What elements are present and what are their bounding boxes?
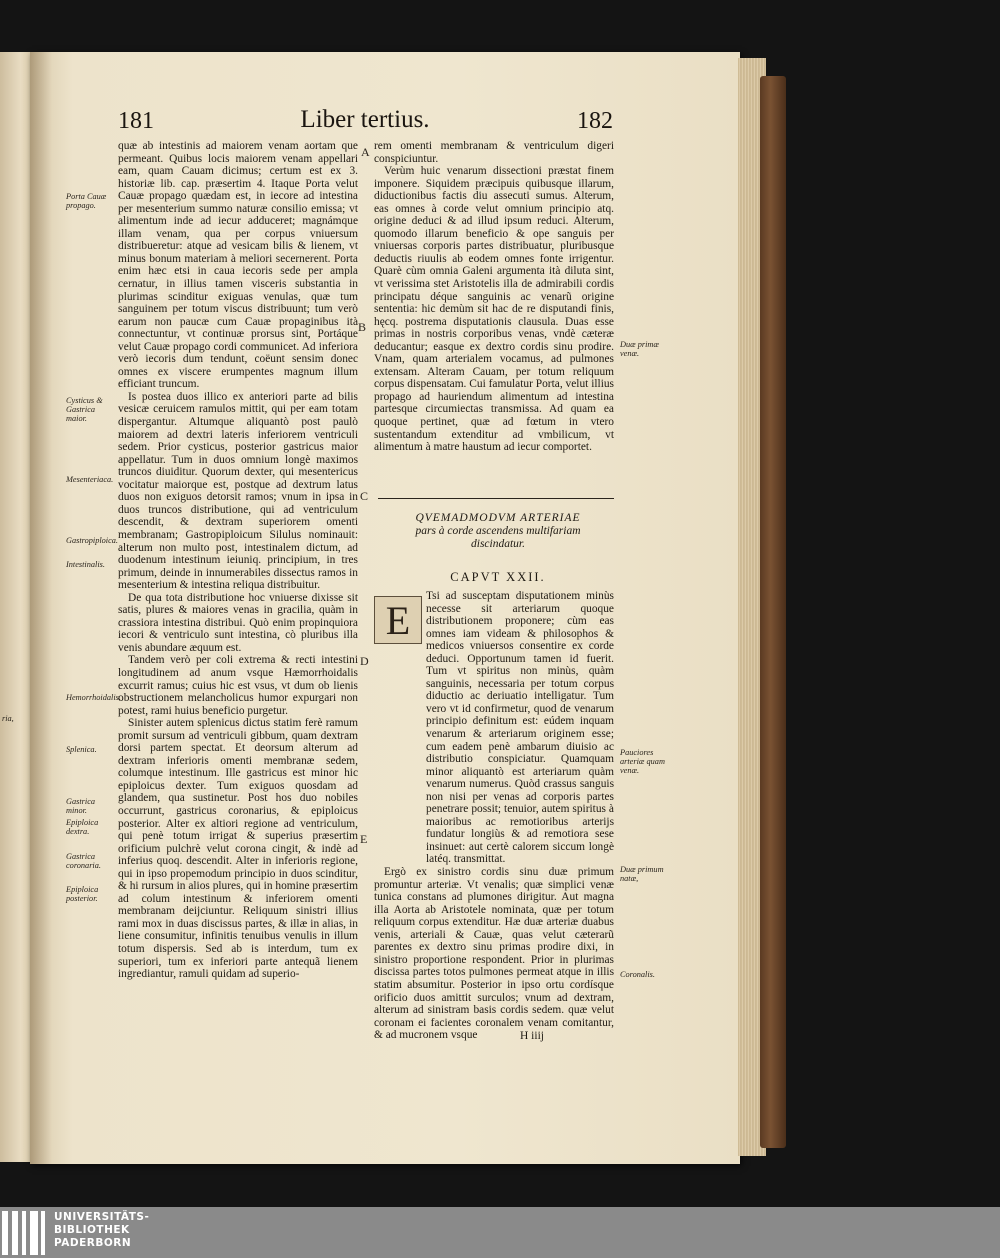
library-name-line: UNIVERSITÄTS- bbox=[54, 1211, 150, 1223]
page-number-left: 181 bbox=[118, 108, 154, 134]
margin-note: Hemorrhoidalis. bbox=[66, 693, 121, 702]
running-title: Liber tertius. bbox=[300, 106, 430, 133]
library-name-line: PADERBORN bbox=[54, 1237, 132, 1249]
margin-note: Duæ primæ venæ. bbox=[620, 340, 659, 358]
chapter-divider-rule bbox=[378, 498, 614, 499]
book-spine bbox=[760, 76, 786, 1148]
paragraph: Ergò ex sinistro cordis sinu duæ primum promuntur arteriæ. Vt venalis; quæ simplici venæ tunica constans ad plumones dirigitur. Aut magna illa Aorta ab Aristotele nominata, quæ per totum reliquum corpus extenditur. Hæ duæ arteriæ duabus venis, arteriali & Cauæ, quas velut cæterarũ parentes ex dextro sinu primas prodire dixi, in sinistro proportione respondent. Prior in plurimas discissa partes totos pulmones permeat atque in illis statim absumitur. Posterior in ipso ortu cordísque orificio duos amittit surculos; vnum ad dextram, alterum ad sinistram basis cordis sedem. quæ velut coronam ei facientes coronalem venam comitantur, & ad mucronem vsque bbox=[374, 866, 614, 1042]
decorated-initial: E bbox=[374, 596, 422, 644]
signature-mark: H iiij bbox=[520, 1030, 544, 1042]
right-text-column-top bbox=[374, 140, 614, 454]
page-gutter-shadow bbox=[30, 52, 52, 1164]
section-letter-a: A bbox=[361, 145, 370, 159]
right-text-column-bottom bbox=[374, 590, 614, 1042]
left-page-edge bbox=[0, 52, 34, 1162]
library-name bbox=[54, 1211, 149, 1250]
margin-note: Splenica. bbox=[66, 745, 97, 754]
paragraph: Sinister autem splenicus dictus statim ferè ramum promit sursum ad ventriculi gibbum, quam dextram dorsi partem spectat. Et deorsum alterum ad dextram inferioris omenti membranæ sedem, columque intestinum. Ille gastricus est minor hic epiploicus dexter. Tum exiguos quosdam ad glandem, qua sustinetur. Post hos duo nobiles occurrunt, gastricus coronarius, & epiploicus posterior. Alter ex altiori regione ad ventriculum, qui penè totum irrigat & superius præsertim orificium pulchrè velut corona cingit, & indè ad inferius quoq. descendit. Alter in inferioris regione, qui in ipso propemodum principio in duos scinditur, & hi rursum in alios plures, qui in homine præsertim ad colum intestinum & inferiorem omenti membranam deijciuntur. Reliquum sinistri illius rami mox in duas discissus partes, & illæ in alias, in liene consumitur, infinitis tenuibus venulis in illum totum dispersis. Sed ab is interdum, tum ex superiori, tum ex inferiori parte antequã lienem ingrediantur, ramuli quidam ad superio- bbox=[118, 717, 358, 981]
chapter-heading-line: QVEMADMODVM ARTERIAE bbox=[415, 512, 581, 524]
chapter-heading bbox=[378, 512, 618, 551]
margin-note: Epiploica posterior. bbox=[66, 885, 99, 903]
margin-note: Porta Cauæ propago. bbox=[66, 192, 107, 210]
page-number-right: 182 bbox=[577, 108, 613, 134]
margin-note: Cysticus & Gastrica maior. bbox=[66, 396, 103, 423]
margin-note: Gastropiploica. bbox=[66, 536, 119, 545]
margin-note: Epiploica dextra. bbox=[66, 818, 99, 836]
library-logo-icon bbox=[2, 1211, 46, 1255]
paragraph: De qua tota distributione hoc vniuerse dixisse sit satis, plures & maiores venas in gracilia, quàm in crassiora intestina distribui. Quò enim propinquiora iecori & ventriculo sunt intestina, cò pluribus illa venis abundare æquum est. bbox=[118, 591, 358, 654]
chapter-number: CAPVT XXII. bbox=[450, 570, 546, 584]
margin-note: Gastrica coronaria. bbox=[66, 852, 101, 870]
paragraph: quæ ab intestinis ad maiorem venam aortam que permeant. Quibus locis maiorem venam appellari eam, quam Cauam dicimus; certum est ex 3. historiæ lib. cap. præsertim 4. Itaque Porta velut Cauæ propago quædam est, in iecore ad intestina per mesenterium summo naturæ consilio emissa; vt alimentum inde ad iecur adduceret; magnámque illam venam, qua per corpus vniuersum distribueretur: atque ad vesicam bilis & lienem, vt minus bonum materiam à meliori secernerent. Porta enim hæc etsi in caua iecoris sede per ampla cernatur, in illius tamen visceris substantia in plurimas scinditur exiguas venulas, quæ tum sanguinem per totum viscus distribuunt; tum verò earum non paucæ cum Cauæ propaginibus ità connectuntur, vt continuæ prorsus sint, Portáque velut Cauæ propago cordi communicet. Ad inferiora verò iecoris dum tendunt, coëunt sensim donec omnes ex viscere erumpentes magnum illum efficiant truncum. bbox=[118, 140, 358, 391]
section-letter-b: B bbox=[358, 320, 367, 334]
cropped-margin-fragment: ria, bbox=[2, 714, 14, 723]
paragraph: Tandem verò per coli extrema & recti intestini longitudinem ad anum vsque Hæmorrhoidalis excurrit ramus; cuius hic est vsus, vt dum ob lienis obstructionem melancholicus humor expurgari non potest, rami huius beneficio purgetur. bbox=[118, 654, 358, 717]
margin-note: Coronalis. bbox=[620, 970, 655, 979]
margin-note: Gastrica minor. bbox=[66, 797, 96, 815]
paragraph: Verùm huic venarum dissectioni præstat finem imponere. Siquidem præcipuis quibusque illarum, diductionibus factis diu assecuti sumus. Alterum, eas omnes à corde velut omnium principio atq. origine deduci & ad illud ipsum reduci. Alterum, quomodo illarum beneficio & ope sanguis per vniuersas corporis partes distribuatur, pluribusque deductis riuulis ab eodem omnes fonte irrigentur. Quarè cùm omnia Galeni argumenta ità diluta sint, vt verissima stet Aristotelis illa de admirabili cordis principatu déque sanguinis ac venarũ origine sententia: hic demùm sit hac de re disputandi finis, hęcq. postrema disputationis clausula. Duas esse primas in nostris corporibus venas, vndè cæteræ deducantur; easque ex dextro cordis sinu prodire. Vnam, quam arterialem vocamus, ad pulmones extensam. Alteram Cauam, per totum reliquum corpus dispensatam. Cui famulatur Porta, velut illius propago ad hauriendum alimentum ad intestina partesque circumiectas transmissa. Ad quam ea quoque pertinet, quæ ad fœtum in vtero sustentandum extenditur ad vmbilicum, vt alimentum à matre haustum ad iecur comportet. bbox=[374, 165, 614, 454]
left-text-column bbox=[118, 140, 358, 981]
paragraph: rem omenti membranam & ventriculum digeri conspiciuntur. bbox=[374, 140, 614, 165]
margin-note: Pauciores arteriæ quam venæ. bbox=[620, 748, 665, 775]
paragraph: Tsi ad susceptam disputationem minùs necesse sit arteriarum quoque distributionem proponere; cùm eas omnes iam videam & philosophos & medicos vniuersos consentire ex corde deduci. Opportunum tamen id fuerit. Tum vt spiritus non minùs, quàm sanguinis, necessaria per totum corpus diductio ac deriuatio intelligatur. Tum vero vt id confirmetur, quod de venarum principio definitum est: eúdem inquam venarum & arteriarum originem esse; cum eadem penè ambarum diuisio ac distributio conspiciatur. Quamquam minor aliquantò est arteriarum quàm venarum numerus. Quòd crassus sanguis non nisi per venas ad corporis partes penetrare possit; tenuior, autem spiritus à maioribus ac remotioribus arterijs fundatur longiùs & ad remotiora sese insinuet: aut certè calorem siccum longè latéq. transmittat. bbox=[426, 590, 614, 866]
section-letter-d: D bbox=[360, 654, 369, 668]
paragraph: Is postea duos illico ex anteriori parte ad bilis vesicæ ceruicem ramulos mittit, qui per eam totam dispergantur. Altumque aliquantò post paulò maiorem ad dextri lateris inferiorem ventriculi sedem. Prior cysticus, posterior gastricus maior appellatur. Tum in duos omnium longè maximos truncos diuiditur. Quorum dexter, qui mesentericus vocitatur maiorque est, postque ad dextrum latus duos non exiguos detorsit ramos; vnum in ipsa in duos truncos distributione, qui ad ventriculum descendit, & dextram superiorem omenti membranam; Gastropiploicum Silulus nominauit: alterum non multo post, intestinalem dictum, ad duodenum intestinum ieiuniq. principium, in tres primum, deinde in innumerabiles dissectus ramos in mesenterium & intestina reliqua distribuitur. bbox=[118, 390, 358, 592]
section-letter-e: E bbox=[360, 832, 368, 846]
margin-note: Intestinalis. bbox=[66, 560, 105, 569]
chapter-heading-line: pars à corde ascendens multifariam bbox=[415, 525, 581, 537]
margin-note: Mesenteriaca. bbox=[66, 475, 114, 484]
library-name-line: BIBLIOTHEK bbox=[54, 1224, 130, 1236]
chapter-heading-line: discindatur. bbox=[471, 538, 525, 550]
library-footer bbox=[0, 1207, 1000, 1258]
section-letter-c: C bbox=[360, 489, 369, 503]
margin-note: Duæ primum natæ, bbox=[620, 865, 664, 883]
